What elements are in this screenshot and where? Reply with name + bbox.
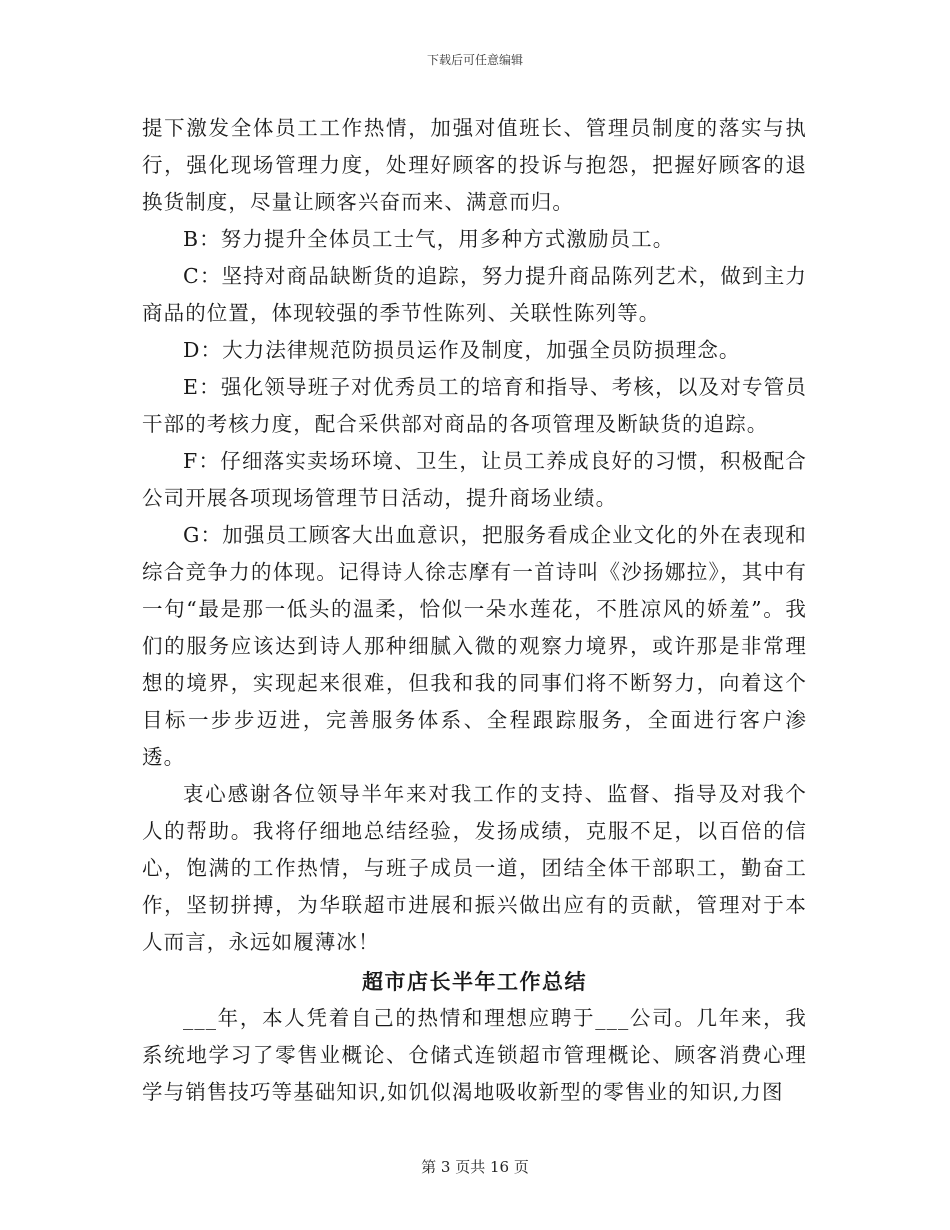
intro-paragraph: ___年，本人凭着自己的热情和理想应聘于___公司。几年来，我系统地学习了零售业概论、仓储式连锁超市管理概论、顾客消费心理学与销售技巧等基础知识,如饥似渴地吸收新型的零售业的知识,力图 [142,1006,807,1104]
page-header-note: 下载后可任意编辑 [426,53,523,67]
thanks-paragraph: 衷心感谢各位领导半年来对我工作的支持、监督、指导及对我个人的帮助。我将仔细地总结经验，发扬成绩，克服不足，以百倍的信心，饱满的工作热情，与班子成员一道，团结全体干部职工，勤奋工作，坚韧拼搏，为华联超市进展和振兴做出应有的贡献，管理对于本人而言，永远如履薄冰！ [142,782,807,954]
list-item-b: B：努力提升全体员工士气，用多种方式激励员工。 [183,227,675,251]
list-item-f: F：仔细落实卖场环境、卫生，让员工养成良好的习惯，积极配合公司开展各项现场管理节日活动，提升商场业绩。 [142,449,807,510]
list-item-d: D：大力法律规范防损员运作及制度，加强全员防损理念。 [183,338,741,362]
list-item-e: E：强化领导班子对优秀员工的培育和指导、考核，以及对专管员干部的考核力度，配合采供部对商品的各项管理及断缺货的追踪。 [142,375,807,436]
section-title: 超市店长半年工作总结 [362,969,587,994]
list-item-c: C：坚持对商品缺断货的追踪，努力提升商品陈列艺术，做到主力商品的位置，体现较强的季节性陈列、关联性陈列等。 [142,264,807,325]
page-number: 第 3 页共 16 页 [421,1158,529,1176]
paragraph-continuation: 提下激发全体员工工作热情，加强对值班长、管理员制度的落实与执行，强化现场管理力度，处理好顾客的投诉与抱怨，把握好顾客的退换货制度，尽量让顾客兴奋而来、满意而归。 [142,116,807,214]
list-item-g: G：加强员工顾客大出血意识，把服务看成企业文化的外在表现和综合竞争力的体现。记得诗人徐志摩有一首诗叫《沙扬娜拉》，其中有一句“最是那一低头的温柔，恰似一朵水莲花，不胜凉风的娇羞”。我们的服务应该达到诗人那种细腻入微的观察力境界，或许那是非常理想的境界，实现起来很难，但我和我的同事们将不断努力，向着这个目标一步步迈进，完善服务体系、全程跟踪服务，全面进行客户渗透。 [142,523,807,769]
document-body [142,110,807,1111]
